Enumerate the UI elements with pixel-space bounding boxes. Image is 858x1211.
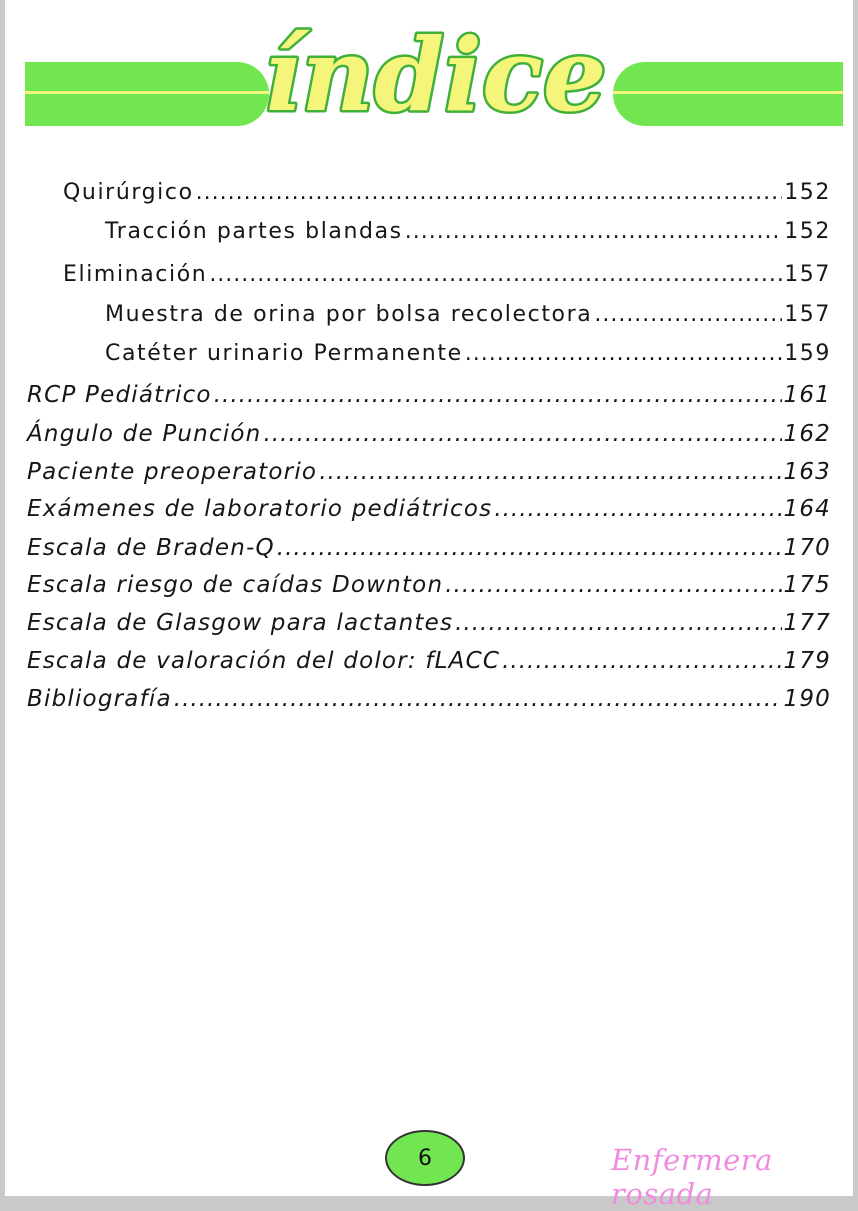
table-of-contents <box>5 0 853 1196</box>
toc-entry-label: Bibliografía <box>27 686 172 712</box>
toc-entry <box>27 686 831 712</box>
toc-entry <box>105 302 831 327</box>
document-page <box>5 0 853 1211</box>
toc-leader-dots <box>174 686 782 712</box>
toc-leader-dots <box>196 180 783 205</box>
toc-entry-label: Muestra de orina por bolsa recolectora <box>105 302 593 327</box>
toc-entry <box>63 262 831 287</box>
toc-leader-dots <box>209 262 782 287</box>
toc-entry <box>27 648 831 674</box>
toc-entry-label: Tracción partes blandas <box>105 219 403 244</box>
toc-entry-label: Exámenes de laboratorio pediátricos <box>27 496 493 522</box>
toc-entry <box>27 610 831 636</box>
toc-entry <box>63 180 831 205</box>
toc-leader-dots <box>455 610 781 636</box>
toc-leader-dots <box>465 341 782 366</box>
toc-leader-dots <box>277 535 782 561</box>
toc-entry-label: Catéter urinario Permanente <box>105 341 463 366</box>
toc-entry-label: RCP Pediátrico <box>27 382 212 408</box>
toc-leader-dots <box>494 496 781 522</box>
toc-entry <box>27 382 831 408</box>
toc-leader-dots <box>594 302 782 327</box>
toc-entry-page: 190 <box>783 686 831 712</box>
toc-entry <box>105 219 831 244</box>
page-number: 6 <box>418 1145 432 1171</box>
toc-entry-label: Eliminación <box>63 262 208 287</box>
toc-entry <box>27 459 831 485</box>
toc-entry-page: 163 <box>783 459 831 485</box>
toc-entry-label: Escala de Glasgow para lactantes <box>27 610 454 636</box>
toc-entry-label: Escala de valoración del dolor: fLACC <box>27 648 501 674</box>
toc-entry-page: 161 <box>783 382 831 408</box>
toc-entry-page: 152 <box>784 180 831 205</box>
author-signature: Enfermera rosada <box>611 1143 773 1211</box>
toc-leader-dots <box>214 382 782 408</box>
toc-entry-label: Escala de Braden-Q <box>27 535 275 561</box>
toc-entry-page: 179 <box>783 648 831 674</box>
toc-entry-label: Escala riesgo de caídas Downton <box>27 572 444 598</box>
toc-entry <box>27 535 831 561</box>
toc-entry <box>105 341 831 366</box>
toc-entry-page: 162 <box>783 421 831 447</box>
toc-entry-label: Ángulo de Punción <box>27 421 262 447</box>
toc-entry-label: Paciente preoperatorio <box>27 459 318 485</box>
toc-leader-dots <box>502 648 781 674</box>
toc-entry <box>27 496 831 522</box>
toc-entry-page: 159 <box>784 341 831 366</box>
toc-entry-page: 170 <box>783 535 831 561</box>
toc-leader-dots <box>263 421 781 447</box>
toc-entry-page: 157 <box>784 302 831 327</box>
toc-entry-page: 152 <box>784 219 831 244</box>
page-title: índice <box>263 18 607 134</box>
toc-entry-page: 175 <box>783 572 831 598</box>
toc-entry-page: 164 <box>783 496 831 522</box>
toc-entry-page: 157 <box>784 262 831 287</box>
toc-entry-label: Quirúrgico <box>63 180 194 205</box>
toc-leader-dots <box>405 219 782 244</box>
toc-leader-dots <box>319 459 781 485</box>
toc-entry <box>27 421 831 447</box>
toc-entry <box>27 572 831 598</box>
page-number-badge <box>385 1130 465 1186</box>
toc-entry-page: 177 <box>783 610 831 636</box>
toc-leader-dots <box>445 572 781 598</box>
